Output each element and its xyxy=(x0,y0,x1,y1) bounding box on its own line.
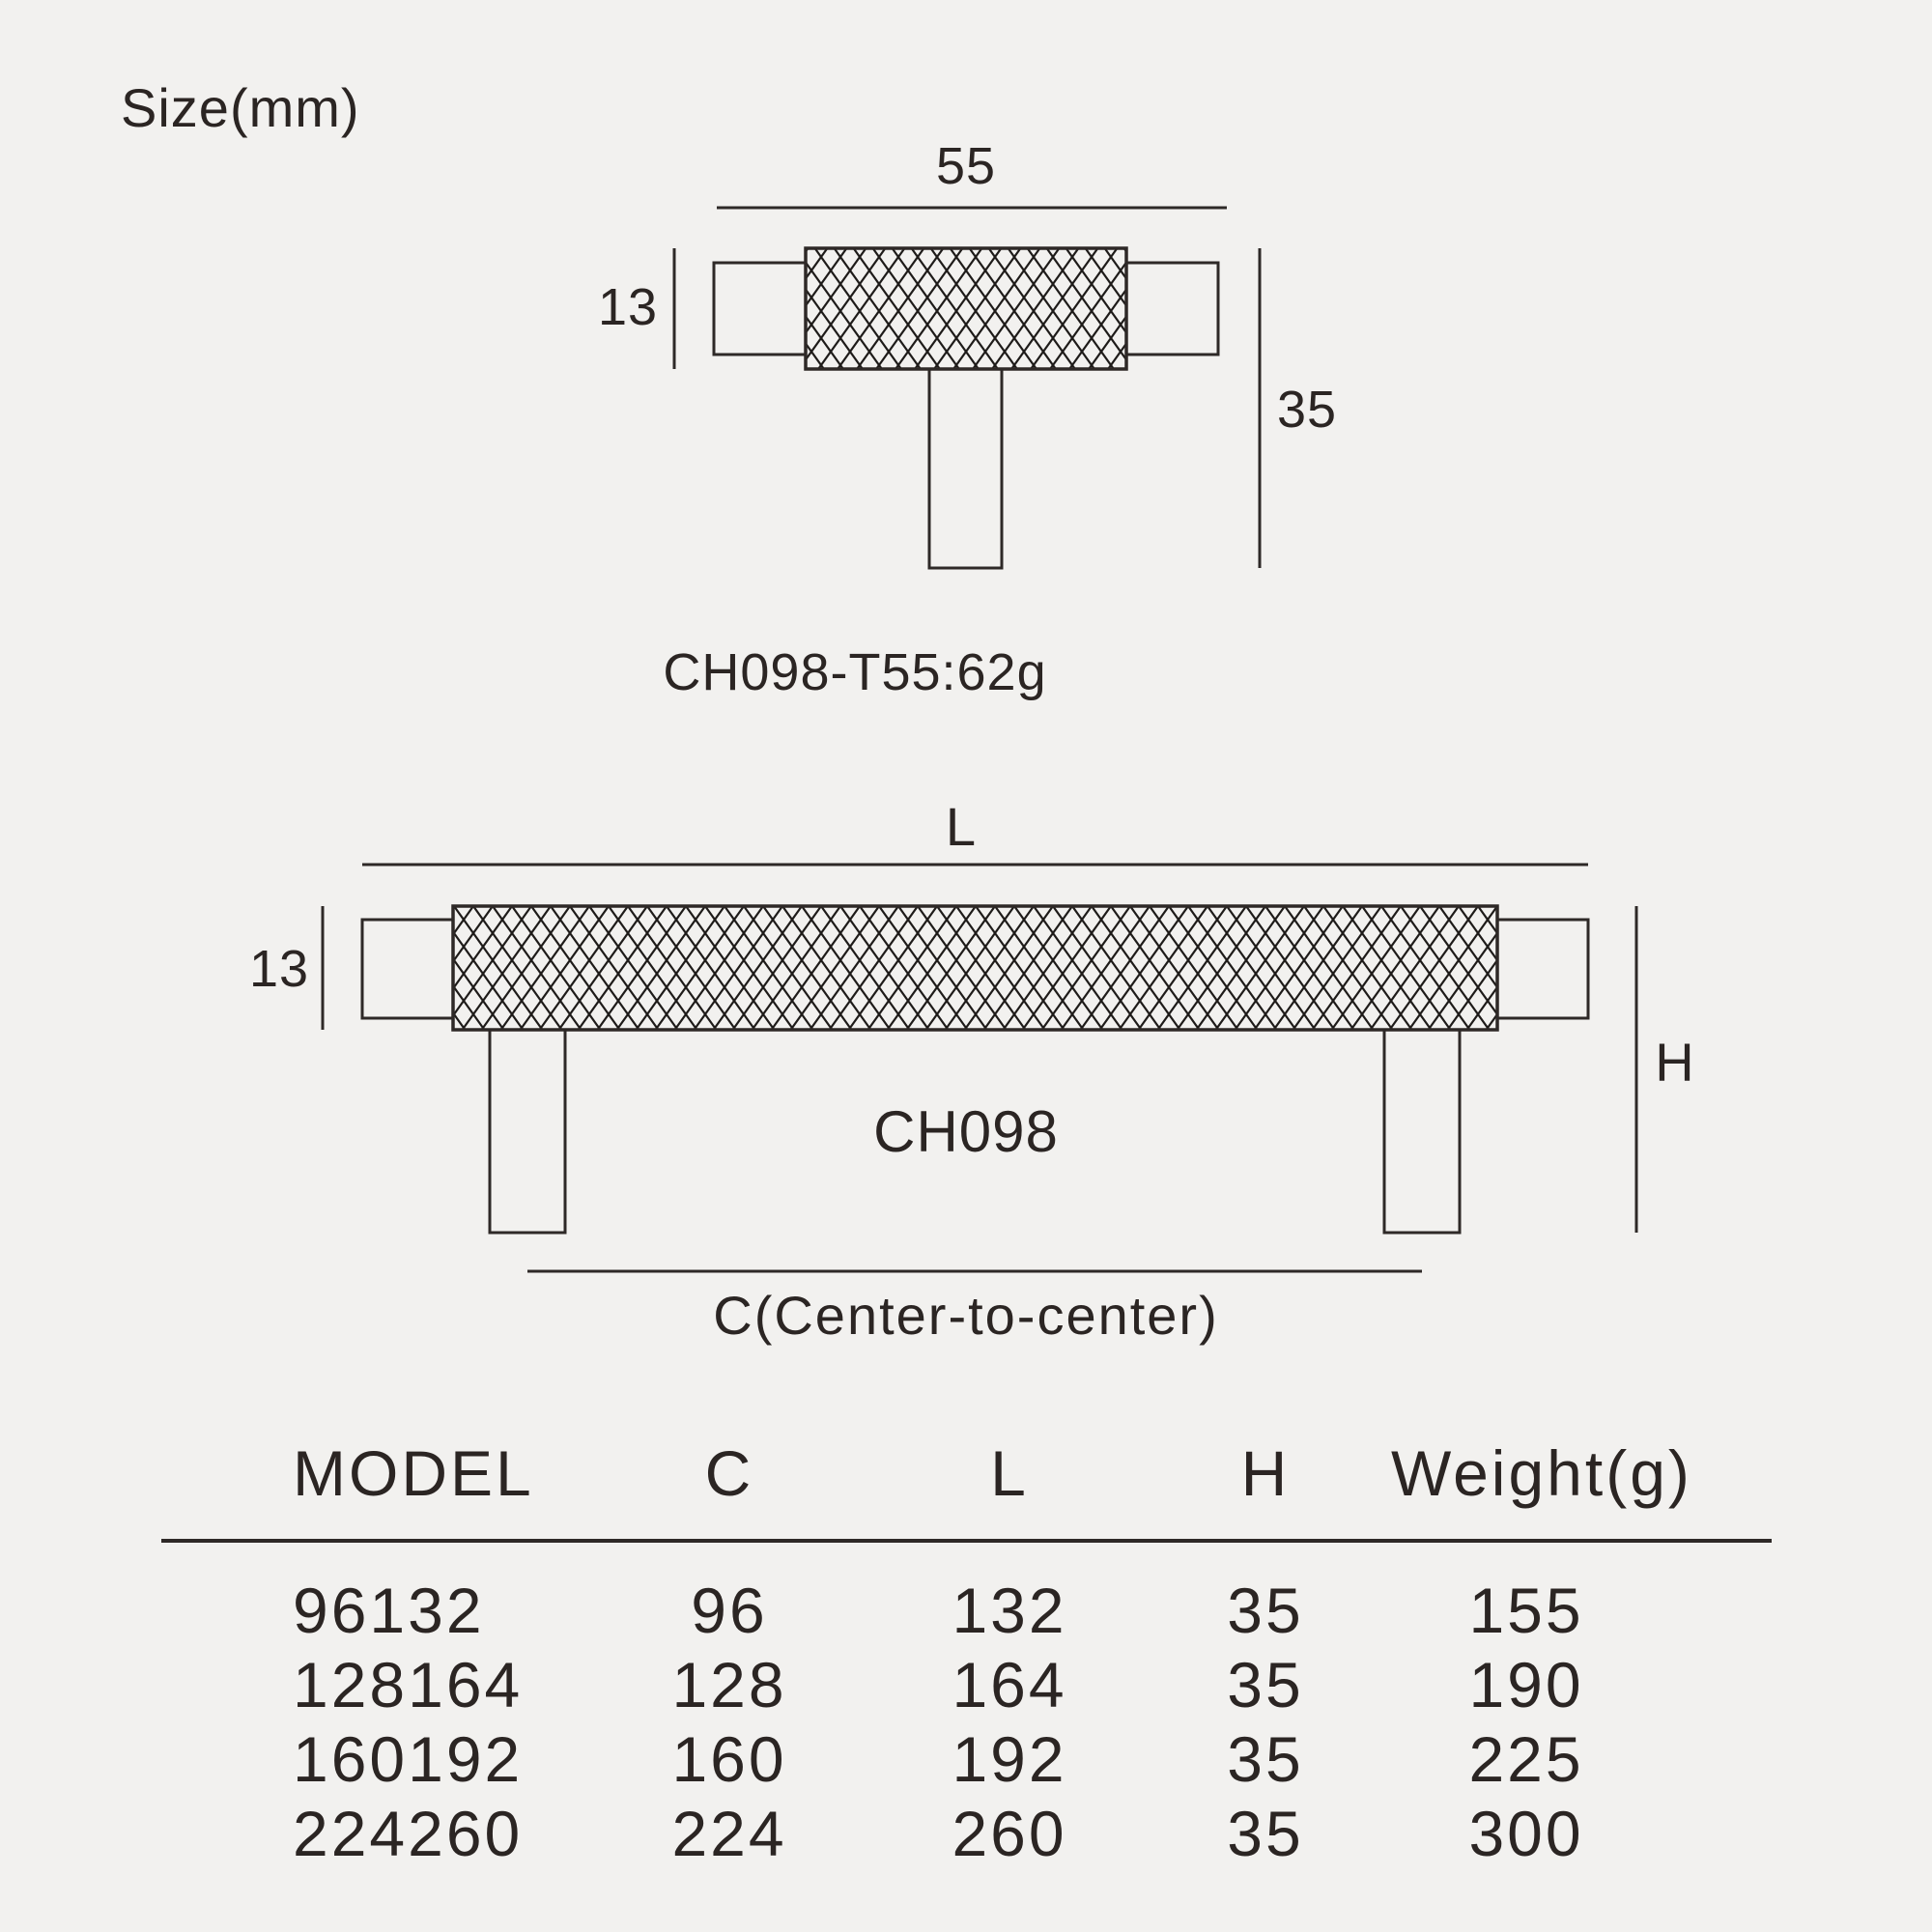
handle-length-value: L xyxy=(945,796,978,857)
col-header-model: MODEL xyxy=(293,1437,534,1509)
col-header-l: L xyxy=(990,1437,1029,1509)
handle-bar-height-value: 13 xyxy=(248,940,310,998)
cell-c: 160 xyxy=(671,1722,787,1795)
knob-stem xyxy=(929,369,1002,568)
cell-model: 128164 xyxy=(293,1648,524,1720)
cell-l: 164 xyxy=(952,1648,1067,1720)
col-header-h: H xyxy=(1240,1437,1291,1509)
page-title: Size(mm) xyxy=(121,77,360,138)
handle-center-label: C(Center-to-center) xyxy=(713,1285,1219,1346)
handle-height-value: H xyxy=(1655,1032,1695,1093)
handle-right-end-cap xyxy=(1497,920,1588,1018)
cell-model: 224260 xyxy=(293,1797,524,1869)
cell-weight: 190 xyxy=(1468,1648,1584,1720)
cell-l: 192 xyxy=(952,1722,1067,1795)
table-row xyxy=(161,1721,1772,1796)
cell-c: 96 xyxy=(691,1574,768,1646)
knob-right-end-cap xyxy=(1126,263,1218,355)
cell-h: 35 xyxy=(1227,1722,1304,1795)
table-row xyxy=(161,1796,1772,1870)
cell-c: 128 xyxy=(671,1648,787,1720)
handle-knurled-bar xyxy=(453,906,1497,1030)
cell-h: 35 xyxy=(1227,1648,1304,1720)
table-header-rule xyxy=(161,1539,1772,1543)
handle-left-post xyxy=(490,1030,565,1233)
cell-weight: 300 xyxy=(1468,1797,1584,1869)
knob-height-value: 35 xyxy=(1276,381,1338,439)
cell-weight: 225 xyxy=(1468,1722,1584,1795)
knob-knurled-grip xyxy=(806,248,1126,369)
table-row xyxy=(161,1573,1772,1647)
knob-bar-height-value: 13 xyxy=(597,278,659,336)
knob-caption: CH098-T55:62g xyxy=(663,643,1047,701)
cell-l: 132 xyxy=(952,1574,1067,1646)
tbar-knob-drawing xyxy=(674,208,1260,568)
cell-model: 96132 xyxy=(293,1574,485,1646)
cell-h: 35 xyxy=(1227,1797,1304,1869)
col-header-c: C xyxy=(704,1437,754,1509)
knob-left-end-cap xyxy=(714,263,806,355)
size-table-body xyxy=(161,1573,1772,1870)
pull-handle-drawing xyxy=(323,865,1636,1271)
handle-left-end-cap xyxy=(362,920,453,1018)
handle-model-label: CH098 xyxy=(873,1099,1059,1164)
size-table xyxy=(161,1439,1772,1507)
cell-l: 260 xyxy=(952,1797,1067,1869)
col-header-weight: Weight(g) xyxy=(1391,1437,1692,1509)
knob-width-value: 55 xyxy=(935,137,997,195)
cell-model: 160192 xyxy=(293,1722,524,1795)
size-table-header xyxy=(161,1439,1772,1507)
handle-right-post xyxy=(1384,1030,1460,1233)
cell-weight: 155 xyxy=(1468,1574,1584,1646)
table-row xyxy=(161,1647,1772,1721)
cell-h: 35 xyxy=(1227,1574,1304,1646)
cell-c: 224 xyxy=(671,1797,787,1869)
